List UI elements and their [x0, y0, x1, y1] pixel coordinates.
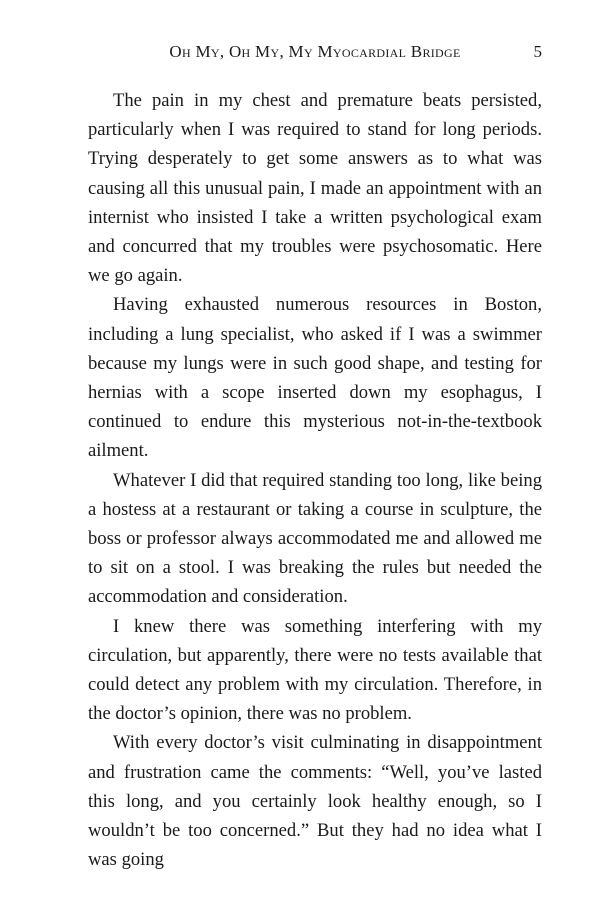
paragraph: Having exhausted numerous resources in Boston, including a lung specialist, who asked if I was a swimmer because my lungs were in such good shape, and testing for hernias with a scope inserted down my esophagus, I continued to endure this mysterious not-in-the-textbook ailment. [88, 294, 542, 462]
paragraph: With every doctor’s visit culminating in disappointment and frustration came the comments: “Well, you’ve lasted this long, and you certainly look healthy enough, so I wouldn’t be too concerned.” But they had no idea what I was going [88, 732, 542, 871]
page-number: 5 [533, 42, 542, 61]
running-title: Oh My, Oh My, My Myocardial Bridge [169, 42, 461, 61]
running-head [88, 40, 542, 64]
body-text [88, 86, 542, 874]
paragraph: The pain in my chest and premature beats persisted, particularly when I was required to stand for long periods. Trying desperately to get some answers as to what was causing all this unusual pain, I made an appointment with an internist who insisted I take a written psychological exam and concurred that my troubles were psychosomatic. Here we go again. [88, 90, 542, 287]
paragraph: I knew there was something interfering with my circulation, but apparently, there were no tests available that could detect any problem with my circulation. Therefore, in the doctor’s opinion, there was no problem. [88, 615, 542, 725]
paragraph: Whatever I did that required standing too long, like being a hostess at a restaurant or taking a course in sculpture, the boss or professor always accommodated me and allowed me to sit on a stool. I was breaking the rules but needed the accommodation and consideration. [88, 469, 542, 608]
